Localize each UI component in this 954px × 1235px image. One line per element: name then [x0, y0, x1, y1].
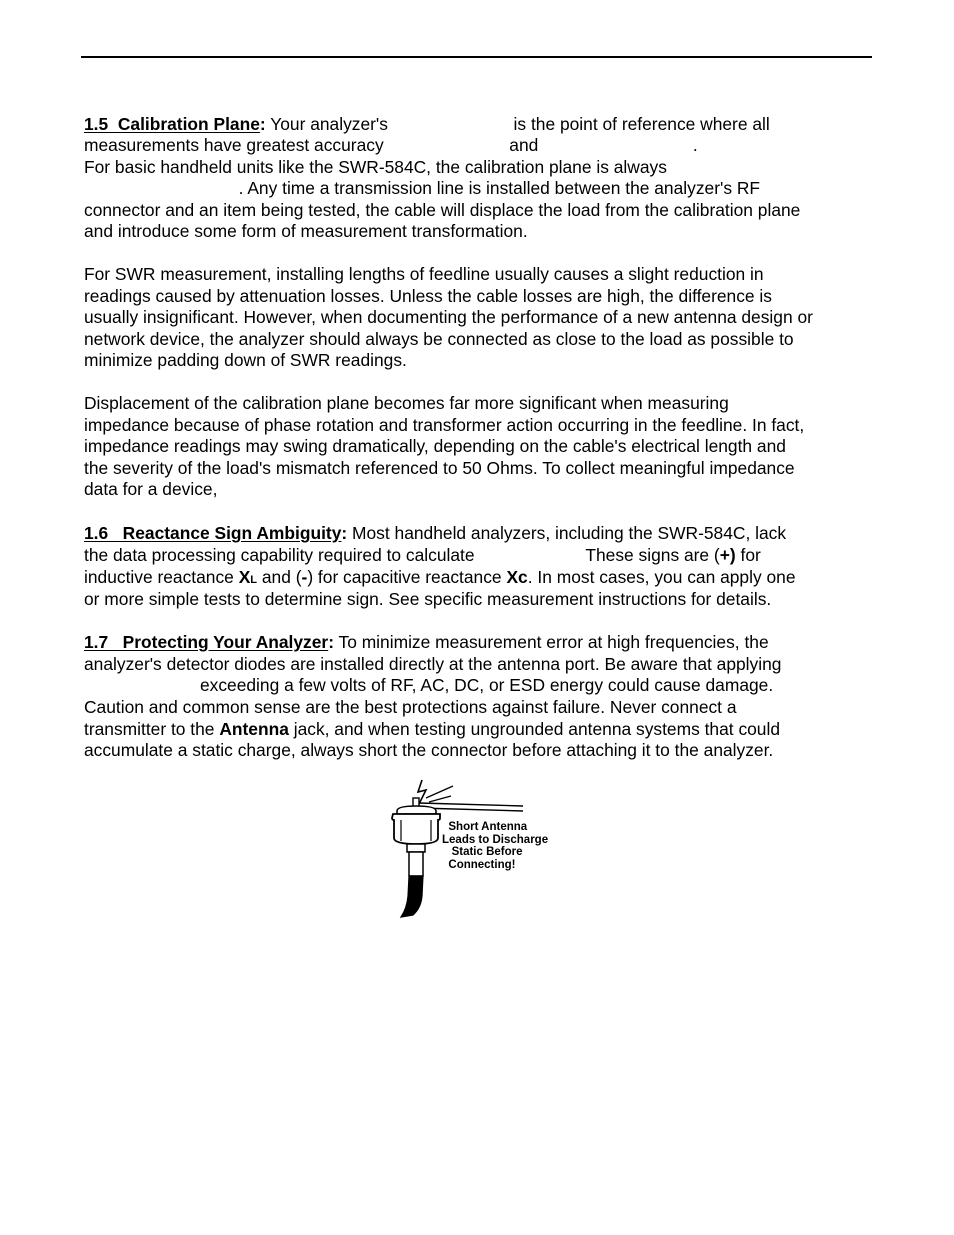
section-1-7-line-2: analyzer's detector diodes are installed directly at the antenna port. Be aware that applying	[84, 654, 782, 674]
section-1-6-line-3	[84, 567, 796, 590]
section-1-5-line-3: For basic handheld units like the SWR-584C, the calibration plane is always	[84, 157, 667, 177]
section-1-5-line-2: measurements have greatest accuracy and .	[84, 135, 698, 155]
swr-paragraph-line-2: readings caused by attenuation losses. Unless the cable losses are high, the difference is	[84, 286, 772, 306]
coax-cable	[401, 876, 423, 917]
section-1-5-heading: 1.5 Calibration Plane	[84, 114, 260, 134]
line-text: Your analyzer's is the point of reference where all	[265, 114, 770, 134]
section-1-6-line-1	[84, 523, 786, 543]
displacement-paragraph-line-1: Displacement of the calibration plane becomes far more significant when measuring	[84, 393, 729, 413]
section-1-6-line-2	[84, 545, 761, 565]
short-antenna-figure	[385, 778, 575, 923]
connector-body	[392, 814, 440, 844]
displacement-paragraph-line-3: impedance readings may swing dramatically, depending on the cable's electrical length and	[84, 436, 786, 456]
section-1-5-line-4: . Any time a transmission line is installed between the analyzer's RF	[84, 178, 761, 198]
swr-paragraph-line-1: For SWR measurement, installing lengths of feedline usually causes a slight reduction in	[84, 264, 764, 284]
connector-ring	[397, 806, 436, 814]
section-1-7-line-4: Caution and common sense are the best protections against failure. Never connect a	[84, 697, 737, 717]
spark-line	[429, 796, 451, 802]
displacement-paragraph-line-4: the severity of the load's mismatch referenced to 50 Ohms. To collect meaningful impedance	[84, 458, 795, 478]
line-text: jack, and when testing ungrounded antenna systems that could	[288, 719, 781, 739]
antenna-lead	[419, 803, 523, 806]
section-1-7-line-1	[84, 632, 769, 652]
xc-symbol: Xc	[506, 567, 528, 587]
line-text: transmitter to the	[84, 719, 220, 739]
section-1-7-line-6: accumulate a static charge, always short the connector before attaching it to the analyzer.	[84, 740, 774, 760]
connector-neck	[409, 852, 423, 876]
minus-sign: -	[301, 567, 308, 587]
displacement-paragraph-line-2: impedance because of phase rotation and transformer action occurring in the feedline. In fact,	[84, 415, 805, 435]
line-text: inductive reactance	[84, 567, 239, 587]
header-rule	[81, 56, 872, 58]
heading-colon: :	[259, 114, 266, 134]
line-text: ) for capacitive reactance	[307, 567, 507, 587]
line-text: the data processing capability required to calculate These signs are (	[84, 545, 720, 565]
line-text: and (	[257, 567, 302, 587]
line-text: . In most cases, you can apply one	[527, 567, 796, 587]
heading-colon: :	[328, 632, 334, 652]
section-1-5-line-5: connector and an item being tested, the cable will displace the load from the calibration plane	[84, 200, 801, 220]
section-1-5-line-1	[84, 114, 770, 134]
xl-subscript: L	[250, 574, 258, 586]
swr-paragraph-line-4: network device, the analyzer should always be connected as close to the load as possible to	[84, 329, 794, 349]
figure-caption: Short Antenna Leads to Discharge Static Before Connecting!	[442, 821, 549, 871]
line-text: for	[735, 545, 761, 565]
plus-sign: +)	[719, 545, 736, 565]
xl-symbol: X	[238, 567, 251, 587]
line-text: Most handheld analyzers, including the SWR-584C, lack	[347, 523, 787, 543]
section-1-6-heading: 1.6 Reactance Sign Ambiguity	[84, 523, 342, 543]
antenna-jack-label: Antenna	[219, 719, 289, 739]
section-1-6-line-4: or more simple tests to determine sign. See specific measurement instructions for details.	[84, 589, 772, 609]
section-1-7-heading: 1.7 Protecting Your Analyzer	[84, 632, 329, 652]
section-1-7-line-3: exceeding a few volts of RF, AC, DC, or ESD energy could cause damage.	[84, 675, 774, 695]
section-1-5-line-6: and introduce some form of measurement transformation.	[84, 221, 528, 241]
swr-paragraph-line-5: minimize padding down of SWR readings.	[84, 350, 407, 370]
connector-neck	[407, 844, 425, 852]
heading-colon: :	[341, 523, 348, 543]
swr-paragraph-line-3: usually insignificant. However, when documenting the performance of a new antenna design or	[84, 307, 813, 327]
displacement-paragraph-line-5: data for a device,	[84, 479, 218, 499]
section-1-7-line-5	[84, 719, 780, 739]
line-text: To minimize measurement error at high frequencies, the	[333, 632, 769, 652]
